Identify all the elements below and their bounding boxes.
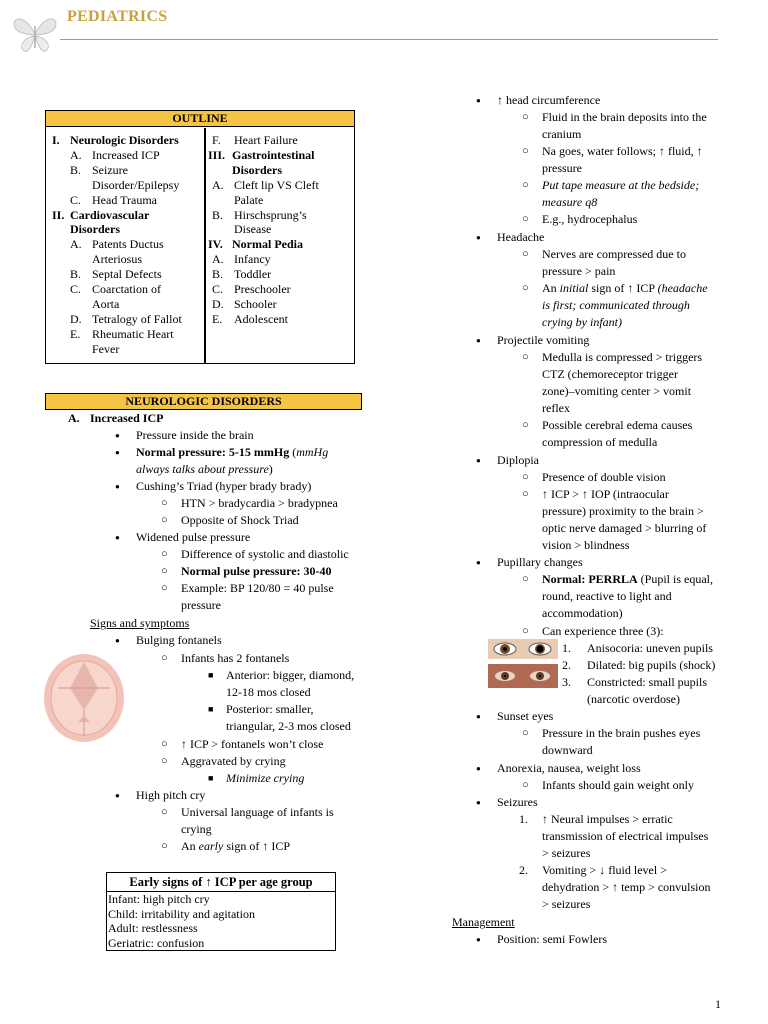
skull-fontanel-icon bbox=[38, 648, 130, 750]
list-item: ● High pitch cry bbox=[136, 788, 205, 803]
outline-item-number: A. bbox=[212, 177, 224, 192]
list-item: ● Headache bbox=[497, 230, 544, 245]
outline-item-text: Disorders bbox=[232, 162, 282, 177]
outline-item-number: II. bbox=[52, 207, 65, 222]
list-item-cont: crying by infant) bbox=[542, 315, 622, 329]
list-item: Constricted: small pupils bbox=[587, 675, 707, 689]
outline-item-text: Preschooler bbox=[234, 282, 291, 296]
outline-item-text: Fever bbox=[92, 341, 120, 356]
outline-item-number: B. bbox=[212, 207, 224, 222]
outline-item-text: Hirschsprung’s bbox=[234, 207, 307, 222]
outline-item-text: Rheumatic Heart bbox=[92, 326, 174, 341]
outline-item-text: Head Trauma bbox=[92, 192, 157, 207]
outline-item-text: Neurologic Disorders bbox=[70, 133, 179, 147]
list-item: ● Cushing’s Triad (hyper brady brady) bbox=[136, 479, 311, 494]
list-item: ● Normal pressure: 5-15 mmHg (mmHg bbox=[136, 445, 328, 460]
outline-item-text: Schooler bbox=[234, 296, 277, 311]
constricted-pupils-icon bbox=[488, 664, 558, 692]
outline-item-number: A. bbox=[70, 237, 82, 252]
list-item: ● Widened pulse pressure bbox=[136, 530, 250, 545]
list-item: ○ Na goes, water follows; ↑ fluid, ↑ bbox=[542, 144, 703, 159]
page-header-title: PEDIATRICS bbox=[67, 8, 168, 25]
list-item: Anisocoria: uneven pupils bbox=[587, 641, 713, 655]
outline-item-text: Patents Ductus bbox=[92, 237, 164, 252]
list-item-cont: measure q8 bbox=[542, 195, 598, 209]
outline-item-number: B. bbox=[212, 267, 224, 282]
list-item: ■ Minimize crying bbox=[226, 771, 304, 786]
outline-item-text: Arteriosus bbox=[92, 252, 142, 267]
management-heading: Management bbox=[452, 915, 515, 929]
outline-item-number: A. bbox=[212, 252, 224, 267]
outline-item-text: Seizure bbox=[92, 162, 128, 177]
outline-item-text: Increased ICP bbox=[92, 147, 160, 162]
outline-item-text: Gastrointestinal bbox=[232, 147, 315, 162]
list-item: ○ Difference of systolic and diastolic bbox=[181, 547, 349, 562]
early-signs-title: Early signs of ↑ ICP per age group bbox=[107, 873, 335, 892]
list-item-cont: pressure > pain bbox=[542, 264, 616, 278]
outline-item-text: Tetralogy of Fallot bbox=[92, 311, 182, 326]
outline-item-text: Heart Failure bbox=[234, 133, 298, 147]
list-item: ○ Normal: PERRLA (Pupil is equal, bbox=[542, 572, 713, 587]
table-row: Infant: high pitch cry bbox=[108, 892, 210, 906]
outline-item-text: Adolescent bbox=[234, 311, 288, 326]
list-item: ○ Normal pulse pressure: 30-40 bbox=[181, 564, 332, 579]
list-item: ● Position: semi Fowlers bbox=[497, 932, 607, 947]
outline-item-text: Coarctation of bbox=[92, 282, 161, 296]
list-item: ● Pupillary changes bbox=[497, 555, 583, 570]
outline-item-number: D. bbox=[70, 311, 82, 326]
list-item: ○ An initial sign of ↑ ICP (headache bbox=[542, 281, 708, 296]
list-item-cont: compression of medulla bbox=[542, 435, 658, 449]
outline-title: OUTLINE bbox=[46, 111, 354, 127]
list-item: ○ Presence of double vision bbox=[542, 470, 666, 485]
outline-item-number: F. bbox=[212, 133, 221, 147]
list-item-cont: cranium bbox=[542, 127, 582, 141]
list-item-cont: 12-18 mos closed bbox=[226, 685, 311, 699]
list-item: ○ Aggravated by crying bbox=[181, 754, 286, 769]
list-item: ○ Universal language of infants is bbox=[181, 805, 334, 820]
list-item: ● Pressure inside the brain bbox=[136, 428, 254, 443]
list-item: ● ↑ head circumference bbox=[497, 93, 600, 108]
outline-item-number: A. bbox=[70, 147, 82, 162]
outline-item-text: Toddler bbox=[234, 267, 272, 282]
outline-item-number: I. bbox=[52, 133, 60, 147]
outline-column-divider bbox=[204, 128, 206, 363]
list-item: ○ Can experience three (3): bbox=[542, 624, 664, 639]
list-item-cont: pressure) proximity to the brain > bbox=[542, 504, 704, 518]
list-item-cont: round, reactive to light and bbox=[542, 589, 672, 603]
list-item: ○ Put tape measure at the bedside; bbox=[542, 178, 699, 193]
header-divider bbox=[60, 39, 718, 40]
list-item-cont: (narcotic overdose) bbox=[587, 692, 680, 706]
list-item: ○ Medulla is compressed > triggers bbox=[542, 350, 702, 365]
list-item-cont: is first; communicated through bbox=[542, 298, 690, 312]
outline-item-text: Cardiovascular bbox=[70, 207, 150, 222]
list-item: Dilated: big pupils (shock) bbox=[587, 658, 716, 672]
list-item: ● Diplopia bbox=[497, 453, 539, 468]
subsection-title: Increased ICP bbox=[90, 411, 164, 425]
list-item: ● Seizures bbox=[497, 795, 538, 810]
outline-item-text: Disorders bbox=[70, 222, 120, 237]
list-item-cont: vision > blindness bbox=[542, 538, 630, 552]
outline-item-number: E. bbox=[70, 326, 81, 341]
list-item-cont: reflex bbox=[542, 401, 570, 415]
outline-item-text: Disease bbox=[234, 222, 272, 237]
page-number: 1 bbox=[715, 997, 721, 1011]
list-item: ○ Infants has 2 fontanels bbox=[181, 651, 289, 666]
signs-heading: Signs and symptoms bbox=[90, 616, 190, 630]
list-item-cont: > seizures bbox=[542, 846, 591, 860]
list-item: ○ ↑ ICP > fontanels won’t close bbox=[181, 737, 323, 752]
numbered-label: 2. bbox=[562, 658, 571, 672]
list-item: ■ Anterior: bigger, diamond, bbox=[226, 668, 354, 683]
numbered-label: 1. bbox=[562, 641, 571, 655]
outline-item-number: B. bbox=[70, 267, 82, 282]
outline-item-text: Infancy bbox=[234, 252, 271, 267]
list-item-cont: triangular, 2-3 mos closed bbox=[226, 719, 351, 733]
list-item-cont: optic nerve damaged > blurring of bbox=[542, 521, 707, 535]
outline-table bbox=[45, 110, 355, 364]
list-item: ○ Opposite of Shock Triad bbox=[181, 513, 299, 528]
list-item-cont: pressure bbox=[181, 598, 221, 612]
list-item-cont: pressure bbox=[542, 161, 582, 175]
section-title-neurologic: NEUROLOGIC DISORDERS bbox=[45, 393, 362, 410]
list-item: ● Anorexia, nausea, weight loss bbox=[497, 761, 641, 776]
outline-item-text: Disorder/Epilepsy bbox=[92, 177, 180, 192]
early-signs-table bbox=[106, 872, 336, 951]
anisocoria-eyes-icon bbox=[488, 639, 558, 663]
list-item: ↑ Neural impulses > erratic bbox=[542, 812, 673, 826]
outline-item-number: D. bbox=[212, 296, 224, 311]
list-item: ● Sunset eyes bbox=[497, 709, 553, 724]
list-item-cont: accommodation) bbox=[542, 606, 623, 620]
list-item: ○ Example: BP 120/80 = 40 pulse bbox=[181, 581, 334, 596]
list-item: ○ E.g., hydrocephalus bbox=[542, 212, 637, 227]
subsection-label: A. bbox=[68, 411, 80, 425]
outline-item-number: III. bbox=[208, 147, 226, 162]
outline-item-text: Aorta bbox=[92, 296, 120, 311]
outline-item-text: Normal Pedia bbox=[232, 237, 303, 252]
table-row: Geriatric: confusion bbox=[108, 935, 205, 950]
outline-item-number: C. bbox=[70, 282, 82, 296]
list-item: ○ Possible cerebral edema causes bbox=[542, 418, 692, 433]
list-item-cont: zone)–vomiting center > vomit bbox=[542, 384, 692, 398]
list-item: ○ HTN > bradycardia > bradypnea bbox=[181, 496, 338, 511]
outline-item-text: Palate bbox=[234, 192, 264, 207]
list-item: ● Projectile vomiting bbox=[497, 333, 589, 348]
list-item-cont: CTZ (chemoreceptor trigger bbox=[542, 367, 678, 381]
outline-item-text: Septal Defects bbox=[92, 267, 162, 282]
list-item: ○ Fluid in the brain deposits into the bbox=[542, 110, 707, 125]
butterfly-logo-icon bbox=[12, 14, 58, 58]
table-row: Child: irritability and agitation bbox=[108, 906, 255, 921]
numbered-label: 3. bbox=[562, 675, 571, 689]
numbered-label: 2. bbox=[519, 863, 528, 877]
outline-item-text: Cleft lip VS Cleft bbox=[234, 177, 319, 192]
list-item: ○ Pressure in the brain pushes eyes bbox=[542, 726, 700, 741]
list-item: Vomiting > ↓ fluid level > bbox=[542, 863, 667, 877]
outline-item-number: C. bbox=[212, 282, 224, 296]
list-item: ○ An early sign of ↑ ICP bbox=[181, 839, 290, 854]
list-item-cont: > seizures bbox=[542, 897, 591, 911]
list-item: ■ Posterior: smaller, bbox=[226, 702, 314, 717]
list-item: ○ Nerves are compressed due to bbox=[542, 247, 686, 262]
list-item: ○ ↑ ICP > ↑ IOP (intraocular bbox=[542, 487, 669, 502]
list-item-cont: transmission of electrical impulses bbox=[542, 829, 709, 843]
list-item-cont: downward bbox=[542, 743, 593, 757]
list-item: ● Bulging fontanels bbox=[136, 633, 222, 648]
list-item-cont: crying bbox=[181, 822, 212, 836]
list-item: ○ Infants should gain weight only bbox=[542, 778, 694, 793]
outline-item-number: IV. bbox=[208, 237, 223, 252]
numbered-label: 1. bbox=[519, 812, 528, 826]
outline-item-number: B. bbox=[70, 162, 82, 177]
list-item-cont: always talks about pressure) bbox=[136, 462, 273, 476]
list-item-cont: dehydration > ↑ temp > convulsion bbox=[542, 880, 711, 894]
outline-item-number: C. bbox=[70, 192, 82, 207]
table-row: Adult: restlessness bbox=[108, 921, 198, 935]
outline-item-number: E. bbox=[212, 311, 223, 326]
